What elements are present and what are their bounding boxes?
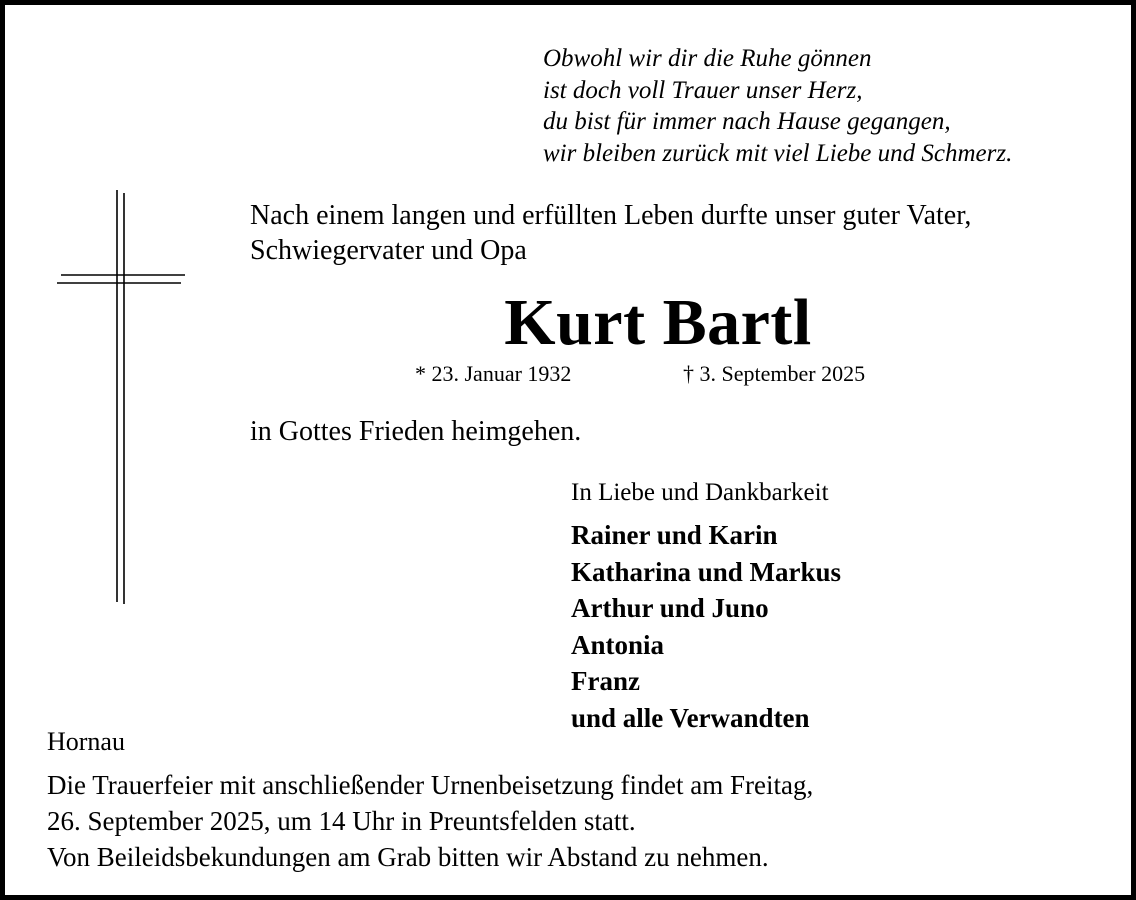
notice-line: 26. September 2025, um 14 Uhr in Preuntsfelden statt. bbox=[47, 806, 636, 836]
intro-line: Schwiegervater und Opa bbox=[250, 235, 527, 266]
mourner-item: Franz bbox=[571, 666, 640, 696]
notice-line: Die Trauerfeier mit anschließender Urnenbeisetzung findet am Freitag, bbox=[47, 770, 814, 800]
poem bbox=[543, 43, 1012, 169]
mourner-item: Katharina und Markus bbox=[571, 556, 842, 587]
poem-line: du bist für immer nach Hause gegangen, bbox=[543, 108, 951, 135]
poem-line: Obwohl wir dir die Ruhe gönnen bbox=[543, 45, 872, 72]
mourner-item: Antonia bbox=[571, 629, 665, 660]
place-name: Hornau bbox=[47, 727, 125, 756]
ceremony-notice bbox=[47, 767, 813, 875]
poem-line: wir bleiben zurück mit viel Liebe und Schmerz. bbox=[543, 139, 1013, 167]
deceased-name: Kurt Bartl bbox=[504, 286, 812, 359]
mourner-item: und alle Verwandten bbox=[571, 702, 810, 733]
notice-line: Von Beileidsbekundungen am Grab bitten wir Abstand zu nehmen. bbox=[47, 842, 769, 872]
peace-text: in Gottes Frieden heimgehen. bbox=[250, 416, 582, 447]
gratitude-text: In Liebe und Dankbarkeit bbox=[571, 479, 829, 506]
poem-line: ist doch voll Trauer unser Herz, bbox=[543, 76, 863, 104]
death-date: † 3. September 2025 bbox=[683, 361, 866, 386]
cross-icon bbox=[55, 190, 190, 610]
birth-date: * 23. Januar 1932 bbox=[415, 361, 572, 386]
mourners-list bbox=[571, 517, 841, 736]
mourner-item: Rainer und Karin bbox=[571, 520, 778, 550]
intro-line: Nach einem langen und erfüllten Leben durfte unser guter Vater, bbox=[250, 200, 972, 231]
intro-text bbox=[250, 198, 971, 268]
mourner-item: Arthur und Juno bbox=[571, 593, 769, 623]
